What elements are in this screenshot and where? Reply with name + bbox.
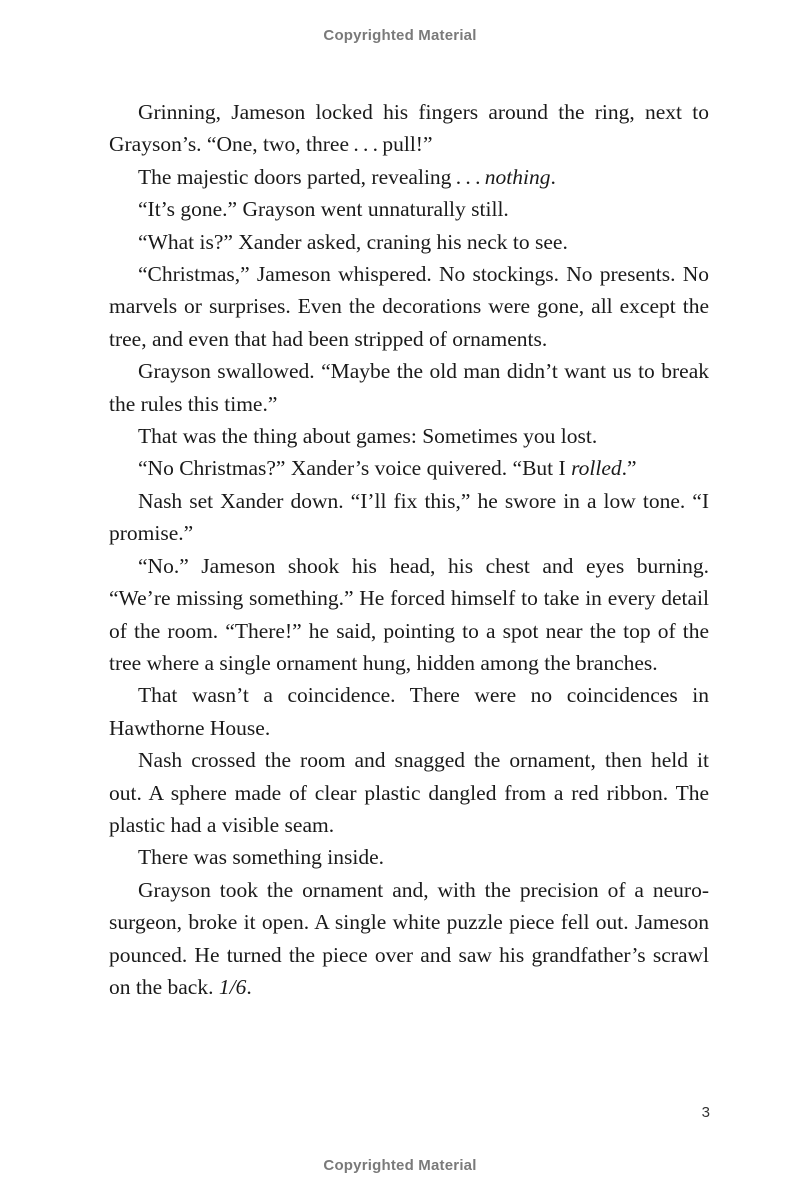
text-run: .” (621, 456, 637, 481)
text-run: That was the thing about games: Sometimes you lost. (138, 424, 598, 449)
text-run: “It’s gone.” Grayson went unnaturally still. (138, 197, 509, 222)
page-number: 3 (701, 1104, 710, 1121)
text-run: “No Christmas?” Xander’s voice quivered. “But I (138, 456, 572, 481)
paragraph (109, 744, 709, 841)
text-run: Grayson swallowed. “Maybe the old man didn’t want us to break the rules this time.” (109, 359, 709, 416)
paragraph (109, 841, 709, 873)
italic-run: rolled (571, 456, 622, 481)
page-body-text (109, 96, 709, 1003)
text-run: There was something inside. (138, 845, 385, 870)
paragraph (109, 355, 709, 420)
paragraph (109, 485, 709, 550)
italic-run: 1/6 (218, 974, 247, 999)
copyright-watermark-top: Copyrighted Material (323, 27, 477, 44)
paragraph (109, 420, 709, 452)
paragraph (109, 258, 709, 355)
copyright-watermark-bottom: Copyrighted Material (323, 1157, 477, 1174)
text-run: “Christmas,” Jameson whispered. No stockings. No presents. No marvels or surprises. Even the decorations were gone, all except the tree, and even that had been stripped of ornaments. (109, 262, 709, 351)
paragraph (109, 193, 709, 225)
text-run: That wasn’t a coincidence. There were no coincidences in Hawthorne House. (109, 683, 709, 740)
paragraph (109, 679, 709, 744)
text-run: . (550, 164, 556, 189)
paragraph (109, 550, 709, 680)
text-run: Nash crossed the room and snagged the ornament, then held it out. A sphere made of clear plastic dangled from a red ribbon. The plastic had a visible seam. (109, 748, 709, 837)
paragraph (109, 226, 709, 258)
text-run: . (246, 974, 252, 999)
text-run: “What is?” Xander asked, craning his neck to see. (138, 229, 568, 254)
text-run: Grinning, Jameson locked his fingers around the ring, next to Grayson’s. “One, two, three . . . pull!” (109, 100, 709, 157)
text-run: The majestic doors parted, revealing . . . (138, 164, 485, 189)
text-run: Grayson took the ornament and, with the precision of a neurosurgeon, broke it open. A single white puzzle piece fell out. Jameson pounced. He turned the piece over and saw his grandfather’s scrawl on the back. (109, 877, 709, 999)
paragraph (109, 161, 709, 193)
italic-run: nothing (484, 164, 551, 189)
text-run: Nash set Xander down. “I’ll fix this,” he swore in a low tone. “I promise.” (109, 488, 709, 546)
paragraph (109, 452, 709, 484)
paragraph (109, 96, 709, 161)
paragraph (109, 874, 709, 1004)
text-run: “No.” Jameson shook his head, his chest and eyes burning. “We’re missing something.” He forced himself to take in every detail of the room. “There!” he said, pointing to a spot near the top of the tree where a single ornament hung, hidden among the branches. (109, 553, 709, 675)
